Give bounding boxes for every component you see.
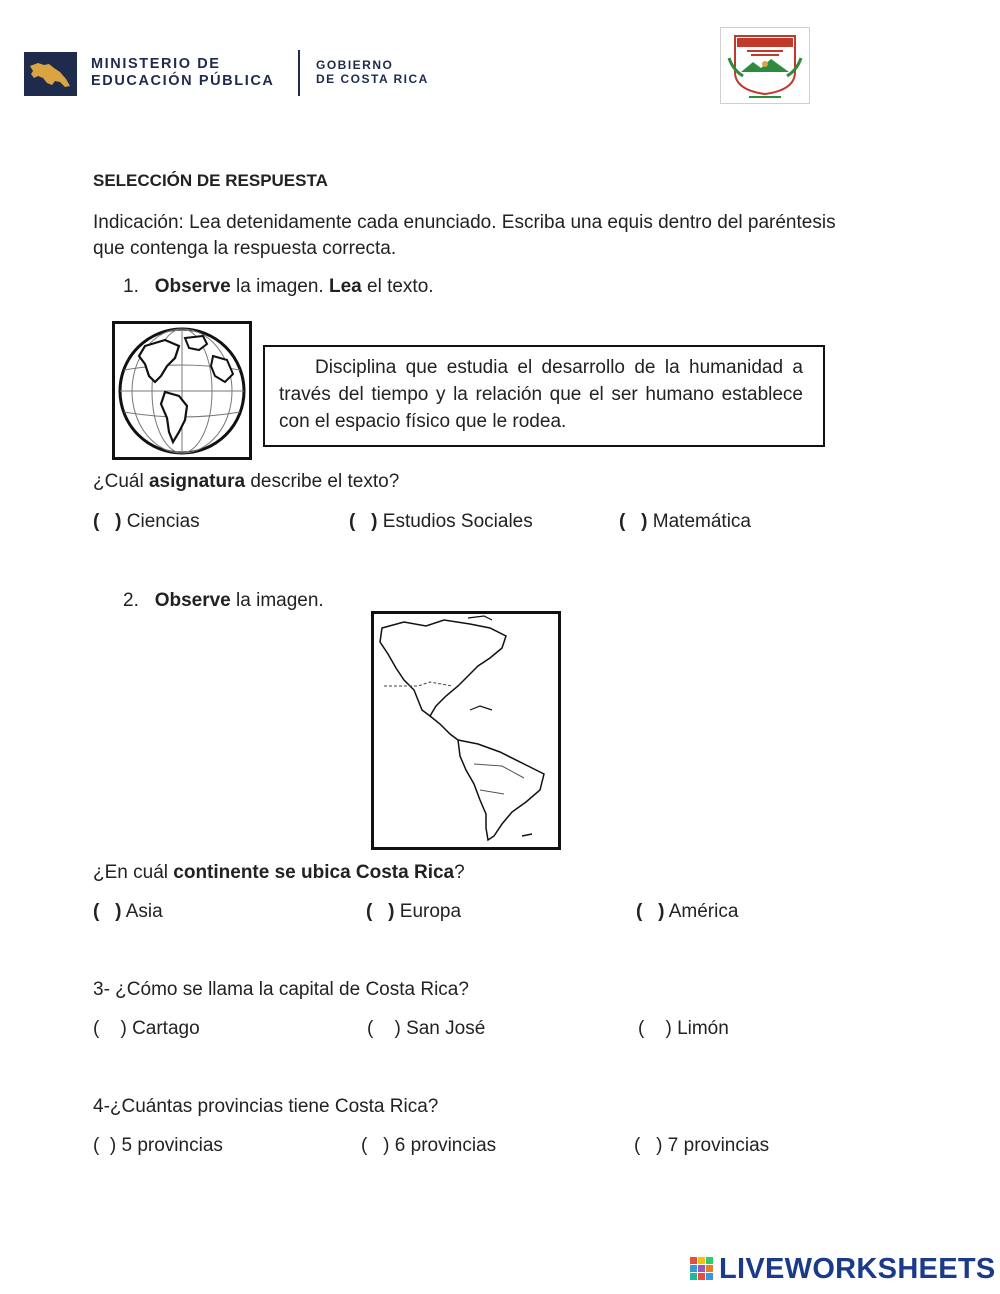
choice-open-paren: ( xyxy=(634,1135,641,1156)
choice-close-paren: ) xyxy=(383,1135,390,1156)
choice-open-paren: ( xyxy=(636,901,643,922)
choice-open-paren: ( xyxy=(93,1018,100,1039)
definition-text-box: Disciplina que estudia el desarrollo de la humanidad a través del tiempo y la relación que el ser humano establece con el espacio físico que le rodea. xyxy=(263,345,825,447)
choice-close-paren: ) xyxy=(388,901,395,922)
choice-open-paren: ( xyxy=(619,511,626,532)
choice-open-paren: ( xyxy=(638,1018,645,1039)
q2-option-3[interactable] xyxy=(636,899,738,925)
q4-option-1-label: 5 provincias xyxy=(121,1135,223,1156)
q2-question-bold: continente se ubica Costa Rica xyxy=(173,862,455,883)
choice-open-paren: ( xyxy=(366,901,373,922)
q3-option-2[interactable] xyxy=(367,1016,485,1042)
q1-question xyxy=(93,469,399,495)
q1-prompt xyxy=(123,274,434,300)
q2-prompt-end: la imagen. xyxy=(230,590,324,611)
q2-question-end: ? xyxy=(454,862,465,883)
q2-number: 2. xyxy=(123,590,139,611)
q2-option-1[interactable] xyxy=(93,899,163,925)
q1-option-2[interactable] xyxy=(349,509,533,535)
choice-close-paren: ) xyxy=(109,1135,117,1156)
q3-option-3[interactable] xyxy=(638,1016,729,1042)
choice-open-paren: ( xyxy=(349,511,356,532)
q1-prompt-end: el texto. xyxy=(361,276,434,297)
choice-close-paren: ) xyxy=(115,511,122,532)
choice-close-paren: ) xyxy=(120,1018,127,1039)
q3-option-1-label: Cartago xyxy=(132,1018,200,1039)
q4-option-2-label: 6 provincias xyxy=(394,1135,497,1156)
school-seal-icon xyxy=(720,27,810,104)
q3-option-2-label: San José xyxy=(406,1018,486,1039)
choice-open-paren: ( xyxy=(93,1135,100,1156)
q2-option-1-label: Asia xyxy=(125,901,163,922)
q2-question-start: ¿En cuál xyxy=(93,862,174,883)
americas-map-icon xyxy=(374,614,558,847)
choice-close-paren: ) xyxy=(115,901,122,922)
q3-option-3-label: Limón xyxy=(677,1018,729,1039)
q1-number: 1. xyxy=(123,276,139,297)
ministry-logo xyxy=(24,50,444,96)
choice-close-paren: ) xyxy=(658,901,665,922)
q2-question xyxy=(93,860,465,886)
logo-divider xyxy=(298,50,300,96)
americas-map-frame xyxy=(371,611,561,850)
costa-rica-map-icon xyxy=(24,52,77,96)
q1-option-3[interactable] xyxy=(619,509,751,535)
choice-open-paren: ( xyxy=(361,1135,368,1156)
q2-prompt-bold: Observe xyxy=(154,590,231,611)
liveworksheets-wordmark: LIVEWORKSHEETS xyxy=(719,1253,996,1285)
ministry-line2: EDUCACIÓN PÚBLICA xyxy=(91,73,275,89)
q2-prompt xyxy=(123,588,324,614)
q4-question: 4-¿Cuántas provincias tiene Costa Rica? xyxy=(93,1096,439,1117)
government-name xyxy=(316,58,429,86)
q1-prompt-bold2: Lea xyxy=(328,276,362,297)
government-line1: GOBIERNO xyxy=(316,58,394,72)
q1-question-bold: asignatura xyxy=(148,471,246,492)
choice-open-paren: ( xyxy=(93,901,100,922)
choice-close-paren: ) xyxy=(656,1135,663,1156)
q1-option-1[interactable] xyxy=(93,509,200,535)
choice-open-paren: ( xyxy=(367,1018,374,1039)
q1-prompt-mid: la imagen. xyxy=(230,276,329,297)
choice-open-paren: ( xyxy=(93,511,100,532)
q1-question-start: ¿Cuál xyxy=(93,471,149,492)
q4-option-2[interactable] xyxy=(361,1133,496,1159)
q4-option-1[interactable] xyxy=(93,1133,223,1159)
globe-image-frame xyxy=(112,321,252,460)
q1-option-1-label: Ciencias xyxy=(126,511,200,532)
choice-close-paren: ) xyxy=(665,1018,672,1039)
q2-option-3-label: América xyxy=(668,901,739,922)
q1-prompt-bold1: Observe xyxy=(154,276,231,297)
q2-option-2-label: Europa xyxy=(399,901,462,922)
globe-icon xyxy=(115,324,249,457)
ministry-line1: MINISTERIO DE xyxy=(91,56,221,72)
q4-option-3-label: 7 provincias xyxy=(667,1135,770,1156)
q1-question-end: describe el texto? xyxy=(245,471,400,492)
choice-close-paren: ) xyxy=(394,1018,401,1039)
q3-option-1[interactable] xyxy=(93,1016,200,1042)
q1-option-2-label: Estudios Sociales xyxy=(382,511,533,532)
choice-close-paren: ) xyxy=(641,511,648,532)
ministry-name xyxy=(91,56,274,90)
q1-option-3-label: Matemática xyxy=(652,511,751,532)
q3-question: 3- ¿Cómo se llama la capital de Costa Rica? xyxy=(93,979,469,1000)
instructions-text: Indicación: Lea detenidamente cada enunciado. Escriba una equis dentro del paréntesis que contenga la respuesta correcta. xyxy=(93,212,836,259)
section-title: SELECCIÓN DE RESPUESTA xyxy=(93,171,328,190)
choice-close-paren: ) xyxy=(371,511,378,532)
q4-option-3[interactable] xyxy=(634,1133,769,1159)
government-line2: DE COSTA RICA xyxy=(316,72,429,86)
liveworksheets-blocks-icon xyxy=(690,1257,714,1281)
q2-option-2[interactable] xyxy=(366,899,461,925)
